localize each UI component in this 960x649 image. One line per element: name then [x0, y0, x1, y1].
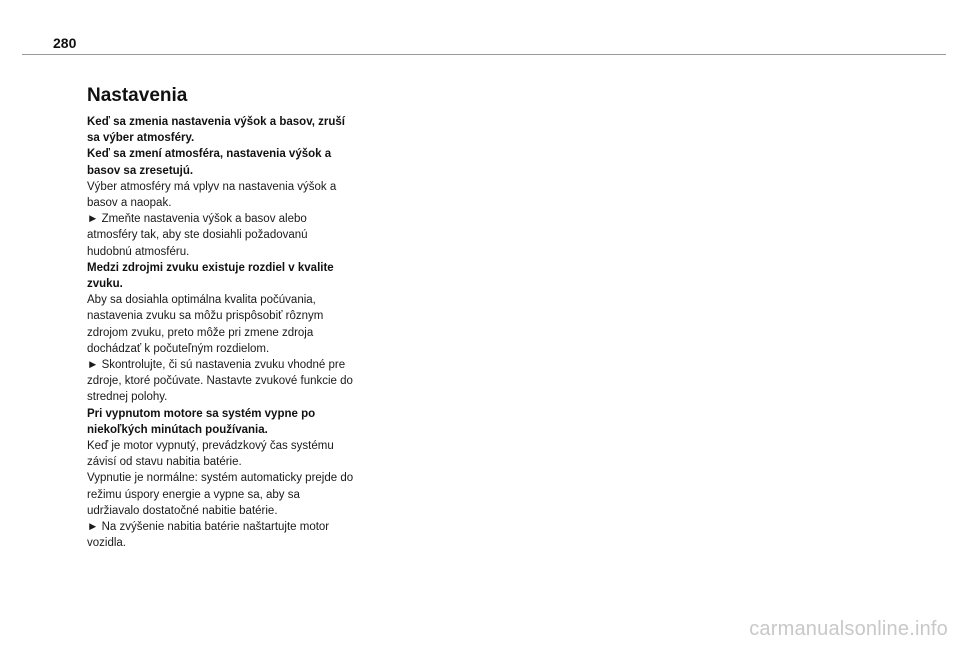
section-title: Nastavenia [87, 85, 188, 106]
content-column [87, 84, 355, 551]
paragraph-8: Pri vypnutom motore sa systém vypne po niekoľkých minútach používania. [87, 407, 316, 436]
paragraph-4: ► Zmeňte nastavenia výšok a basov alebo atmosféry tak, aby ste dosiahli požadovanú hudobnú atmosféru. [87, 213, 308, 258]
paragraph-10: Vypnutie je normálne: systém automaticky prejde do režimu úspory energie a vypne sa, aby sa udržiavalo dostatočné nabitie batérie. [87, 472, 354, 517]
page-number: 280 [53, 35, 77, 51]
paragraph-7: ► Skontrolujte, či sú nastavenia zvuku vhodné pre zdroje, ktoré počúvate. Nastavte zvukové funkcie do strednej polohy. [87, 359, 353, 404]
paragraph-9: Keď je motor vypnutý, prevádzkový čas systému závisí od stavu nabitia batérie. [87, 440, 334, 469]
paragraph-11: ► Na zvýšenie nabitia batérie naštartujte motor vozidla. [87, 521, 330, 550]
header-rule [22, 54, 946, 55]
paragraph-1: Keď sa zmenia nastavenia výšok a basov, zruší sa výber atmosféry. [87, 116, 345, 145]
paragraph-5: Medzi zdrojmi zvuku existuje rozdiel v kvalite zvuku. [87, 261, 334, 291]
paragraph-2: Keď sa zmení atmosféra, nastavenia výšok a basov sa zresetujú. [87, 148, 332, 177]
watermark: carmanualsonline.info [749, 618, 948, 640]
paragraph-6: Aby sa dosiahla optimálna kvalita počúvania, nastavenia zvuku sa môžu prispôsobiť rôznym zdrojom zvuku, preto môže pri zmene zdroja dochádzať k počuteľným rozdielom. [87, 294, 324, 355]
paragraph-3: Výber atmosféry má vplyv na nastavenia výšok a basov a naopak. [87, 180, 337, 210]
